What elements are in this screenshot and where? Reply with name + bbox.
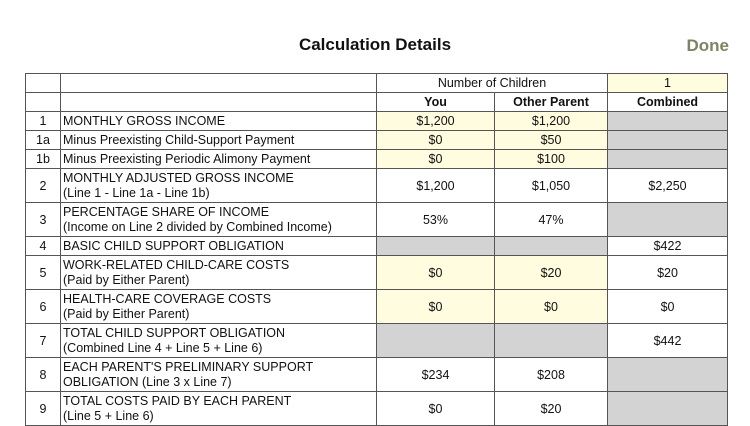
- combined-value-cell: $2,250: [608, 169, 728, 203]
- combined-value-cell: [608, 112, 728, 131]
- table-row: [26, 324, 728, 358]
- line-description: [61, 150, 377, 169]
- line-number: 3: [26, 203, 61, 237]
- calculation-table: [25, 73, 728, 426]
- page-title: Calculation Details: [298, 35, 452, 54]
- line-number: 1: [26, 112, 61, 131]
- other-parent-input-cell[interactable]: $0: [495, 290, 608, 324]
- you-value-cell: 53%: [377, 203, 495, 237]
- combined-value-cell: $20: [608, 256, 728, 290]
- description-subtitle: (Line 1 - Line 1a - Line 1b): [63, 185, 210, 200]
- other-parent-input-cell[interactable]: $20: [495, 256, 608, 290]
- line-number: 8: [26, 358, 61, 392]
- line-number: 7: [26, 324, 61, 358]
- you-input-cell[interactable]: $0: [377, 150, 495, 169]
- table-row: [26, 112, 728, 131]
- line-number: 1b: [26, 150, 61, 169]
- description-title: HEALTH-CARE COVERAGE COSTS: [63, 291, 272, 306]
- description-subtitle: (Income on Line 2 divided by Combined Income): [63, 219, 332, 234]
- line-number: 6: [26, 290, 61, 324]
- other-parent-input-cell[interactable]: $1,200: [495, 112, 608, 131]
- you-input-cell[interactable]: $0: [377, 290, 495, 324]
- line-description: [61, 237, 377, 256]
- table-row: [26, 237, 728, 256]
- line-number: 2: [26, 169, 61, 203]
- description-title: MONTHLY GROSS INCOME: [63, 113, 226, 128]
- combined-value-cell: [608, 392, 728, 426]
- other-parent-value-cell: $1,050: [495, 169, 608, 203]
- you-input-cell[interactable]: $1,200: [377, 112, 495, 131]
- description-title: TOTAL CHILD SUPPORT OBLIGATION: [63, 325, 286, 340]
- table-row: [26, 358, 728, 392]
- description-title: WORK-RELATED CHILD-CARE COSTS: [63, 257, 290, 272]
- description-subtitle: (Paid by Either Parent): [63, 272, 190, 287]
- combined-value-cell: [608, 358, 728, 392]
- you-value-cell: $0: [377, 392, 495, 426]
- description-title: Minus Preexisting Child-Support Payment: [63, 132, 295, 147]
- description-title: TOTAL COSTS PAID BY EACH PARENT: [63, 393, 292, 408]
- line-description: [61, 203, 377, 237]
- column-header-combined: Combined: [608, 93, 728, 112]
- line-description: [61, 112, 377, 131]
- line-description: [61, 169, 377, 203]
- description-title: EACH PARENT'S PRELIMINARY SUPPORT: [63, 359, 314, 374]
- line-number: 5: [26, 256, 61, 290]
- line-number: 9: [26, 392, 61, 426]
- table-row: [26, 131, 728, 150]
- description-title: PERCENTAGE SHARE OF INCOME: [63, 204, 270, 219]
- children-count-field[interactable]: 1: [608, 74, 728, 93]
- description-subtitle: (Paid by Either Parent): [63, 306, 190, 321]
- combined-value-cell: [608, 203, 728, 237]
- description-title: MONTHLY ADJUSTED GROSS INCOME: [63, 170, 294, 185]
- line-number: 4: [26, 237, 61, 256]
- children-row: [26, 74, 728, 93]
- description-subtitle: (Line 5 + Line 6): [63, 408, 154, 423]
- table-row: [26, 290, 728, 324]
- other-parent-value-cell: $20: [495, 392, 608, 426]
- line-description: [61, 324, 377, 358]
- table-row: [26, 150, 728, 169]
- done-button[interactable]: Done: [686, 36, 729, 55]
- line-description: [61, 290, 377, 324]
- other-parent-value-cell: 47%: [495, 203, 608, 237]
- column-header-you: You: [377, 93, 495, 112]
- you-value-cell: $1,200: [377, 169, 495, 203]
- other-parent-value-cell: [495, 237, 608, 256]
- description-title: BASIC CHILD SUPPORT OBLIGATION: [63, 238, 284, 253]
- table-row: [26, 169, 728, 203]
- table-row: [26, 392, 728, 426]
- combined-value-cell: [608, 131, 728, 150]
- you-value-cell: $234: [377, 358, 495, 392]
- you-input-cell[interactable]: $0: [377, 256, 495, 290]
- other-parent-input-cell[interactable]: $50: [495, 131, 608, 150]
- other-parent-value-cell: [495, 324, 608, 358]
- line-description: [61, 392, 377, 426]
- description-subtitle: OBLIGATION (Line 3 x Line 7): [63, 374, 232, 389]
- you-value-cell: [377, 324, 495, 358]
- you-input-cell[interactable]: $0: [377, 131, 495, 150]
- description-title: Minus Preexisting Periodic Alimony Payment: [63, 151, 311, 166]
- column-header-other-parent: Other Parent: [495, 93, 608, 112]
- line-description: [61, 358, 377, 392]
- children-label: Number of Children: [377, 74, 608, 93]
- other-parent-value-cell: $208: [495, 358, 608, 392]
- description-subtitle: (Combined Line 4 + Line 5 + Line 6): [63, 340, 263, 355]
- you-value-cell: [377, 237, 495, 256]
- line-description: [61, 131, 377, 150]
- table-row: [26, 256, 728, 290]
- other-parent-input-cell[interactable]: $100: [495, 150, 608, 169]
- line-number: 1a: [26, 131, 61, 150]
- combined-value-cell: [608, 150, 728, 169]
- line-description: [61, 256, 377, 290]
- combined-value-cell: $442: [608, 324, 728, 358]
- combined-value-cell: $422: [608, 237, 728, 256]
- table-row: [26, 203, 728, 237]
- combined-value-cell: $0: [608, 290, 728, 324]
- column-header-row: [26, 93, 728, 112]
